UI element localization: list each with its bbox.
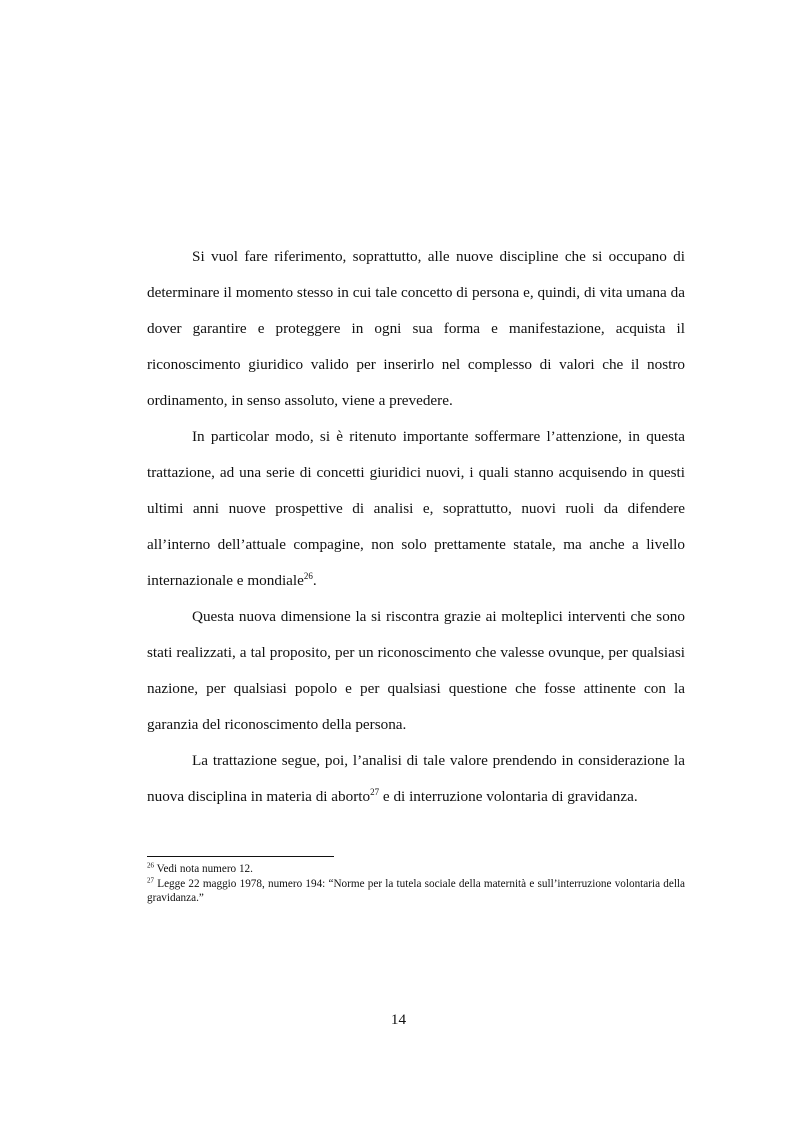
footnote-ref-27[interactable]: 27 bbox=[370, 786, 380, 797]
footnotes bbox=[147, 862, 685, 906]
footnote-number: 26 bbox=[147, 861, 154, 870]
paragraph-2: In particolar modo, si è ritenuto importante soffermare l’attenzione, in questa trattazione, ad una serie di concetti giuridici nuovi, i quali stanno acquisendo in questi ultimi anni nuove prospettive di analisi e, soprattutto, nuovi ruoli da difendere all’interno dell’attuale compagine, non solo prettamente statale, ma anche a livello internazionale e mondiale$^{26}$. bbox=[147, 428, 685, 589]
paragraph-1: Si vuol fare riferimento, soprattutto, alle nuove discipline che si occupano di determinare il momento stesso in cui tale concetto di persona e, quindi, di vita umana da dover garantire e proteggere in ogni sua forma e manifestazione, acquista il riconoscimento giuridico valido per inserirlo nel complesso di valori che il nostro ordinamento, in senso assoluto, viene a prevedere. bbox=[147, 248, 685, 409]
footnote-ref-26[interactable]: 26 bbox=[303, 570, 313, 581]
body-text bbox=[147, 239, 685, 815]
footnote-number: 27 bbox=[147, 876, 154, 885]
paragraph-4: La trattazione segue, poi, l’analisi di tale valore prendendo in considerazione la nuova disciplina in materia di aborto$^{27}$ e di interruzione volontaria di gravidanza. bbox=[147, 752, 685, 805]
footnote-text: Vedi nota numero 12. bbox=[156, 863, 253, 875]
footnote-text: Legge 22 maggio 1978, numero 194: “Norme per la tutela sociale della maternità e sull’interruzione volontaria della gravidanza.” bbox=[147, 878, 686, 904]
page-number: 14 bbox=[390, 1011, 407, 1028]
footnote-26 bbox=[147, 862, 685, 876]
footnote-27 bbox=[147, 877, 685, 905]
paragraph-3: Questa nuova dimensione la si riscontra grazie ai molteplici interventi che sono stati realizzati, a tal proposito, per un riconoscimento che valesse ovunque, per qualsiasi nazione, per qualsiasi popolo e per qualsiasi questione che fosse attinente con la garanzia del riconoscimento della persona. bbox=[147, 608, 685, 733]
footnote-divider bbox=[147, 856, 334, 857]
